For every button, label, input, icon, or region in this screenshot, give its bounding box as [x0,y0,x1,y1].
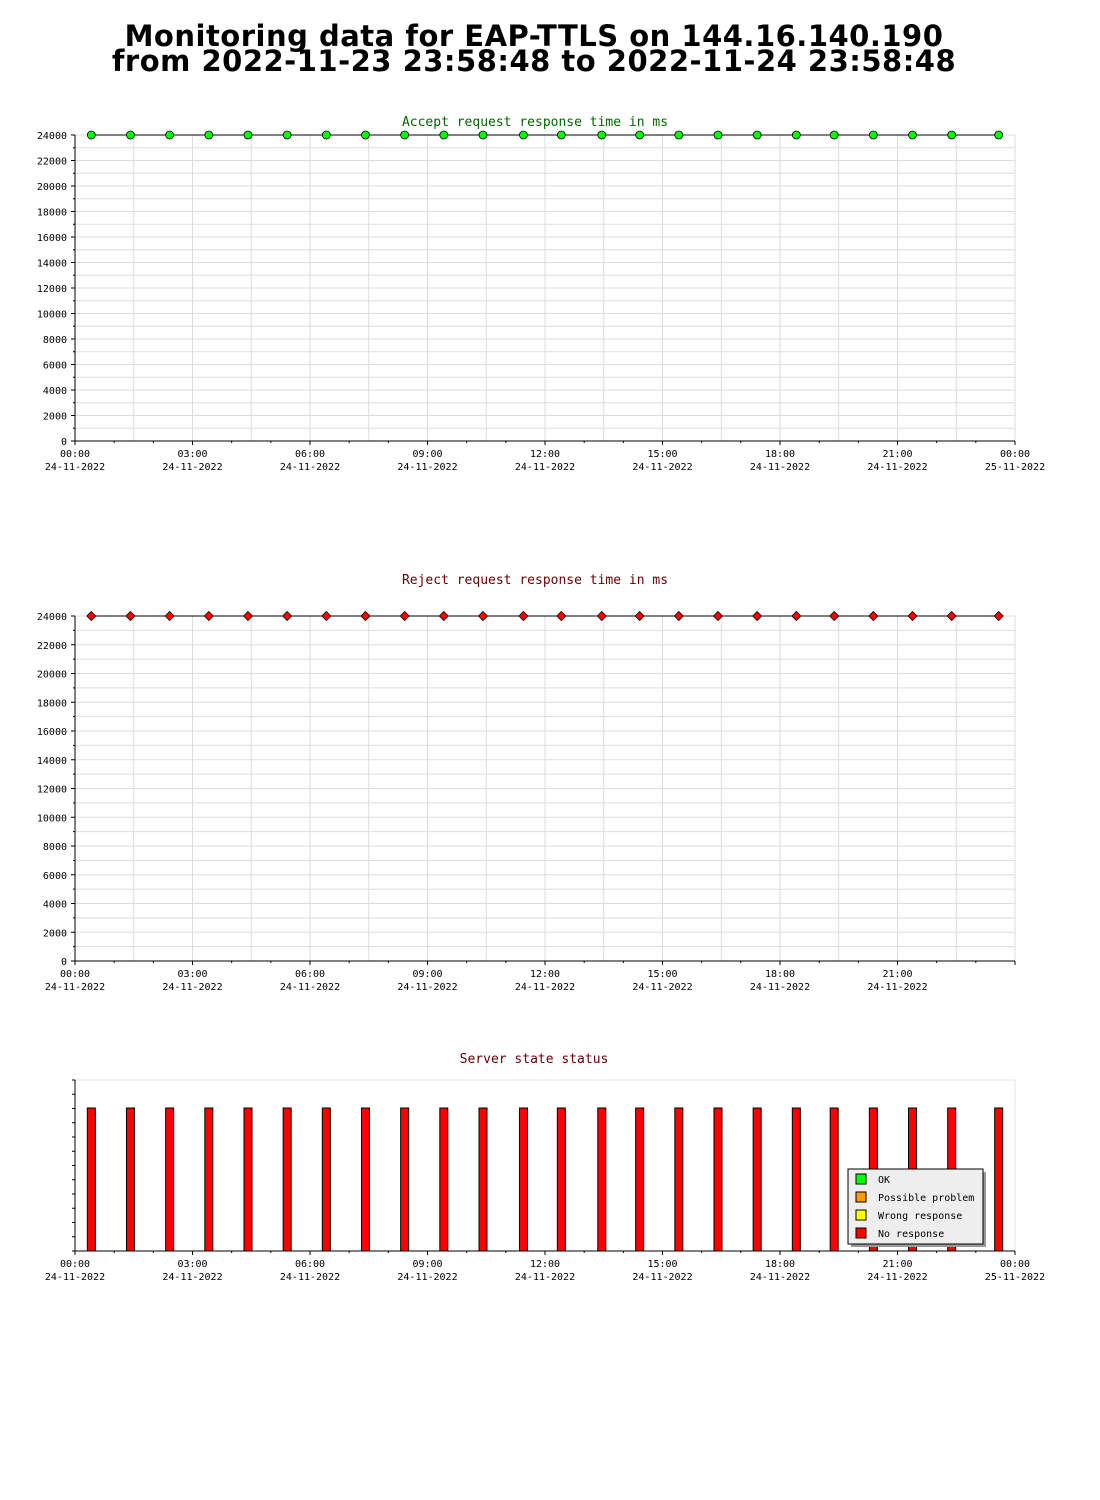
x-tick-label-time: 00:00 [59,969,91,980]
x-tick-label-time: 18:00 [764,1259,796,1270]
x-tick-label-date: 24-11-2022 [279,982,341,993]
x-tick-label-time: 06:00 [294,969,326,980]
status-bar [87,1108,95,1251]
status-bar [519,1108,527,1251]
y-tick-label: 24000 [36,131,67,142]
status-bar [205,1108,213,1251]
legend-label: Possible problem [878,1193,975,1204]
x-tick-label-time: 06:00 [294,1259,326,1270]
y-tick-label: 18000 [36,698,67,710]
x-tick-label-date: 24-11-2022 [397,1272,458,1283]
y-tick-label: 4000 [42,386,67,397]
x-tick-label-time: 09:00 [412,449,443,460]
status-bar [401,1108,409,1251]
y-tick-label: 24000 [36,612,67,623]
chart-title: Reject request response time in ms [401,573,669,588]
x-tick-label-time: 18:00 [764,969,796,980]
status-bar [126,1108,134,1251]
legend-swatch [856,1192,866,1202]
x-tick-label-date: 24-11-2022 [162,982,223,993]
legend-swatch [856,1228,866,1238]
x-tick-label-date: 25-11-2022 [984,462,1046,473]
x-tick-label-date: 24-11-2022 [162,462,223,473]
status-bar [244,1108,252,1251]
status-bar [322,1108,330,1251]
x-tick-label-date: 24-11-2022 [632,462,693,473]
x-tick-label-time: 03:00 [177,1259,208,1270]
x-tick-label-date: 24-11-2022 [44,982,106,993]
x-tick-label-date: 24-11-2022 [397,462,458,473]
x-tick-label-time: 00:00 [59,1259,91,1270]
y-tick-label: 12000 [36,284,67,295]
x-tick-label-date: 24-11-2022 [749,1272,811,1283]
x-tick-label-time: 21:00 [882,1259,913,1270]
x-tick-label-date: 24-11-2022 [44,1272,106,1283]
legend-swatch [856,1174,866,1184]
x-tick-label-date: 24-11-2022 [514,462,576,473]
status-bar [792,1108,800,1251]
x-tick-label-time: 09:00 [412,969,443,980]
x-tick-label-date: 24-11-2022 [632,982,693,993]
y-tick-label: 20000 [36,669,67,681]
status-bar [440,1108,448,1251]
y-tick-label: 16000 [36,727,67,738]
x-tick-label-date: 24-11-2022 [867,1272,928,1283]
page-title-line-1: Monitoring data for EAP-TTLS on 144.16.140.190 [124,19,944,53]
x-tick-label-date: 24-11-2022 [44,462,106,473]
status-bar [361,1108,369,1251]
x-tick-label-time: 12:00 [529,969,561,980]
status-bar [283,1108,291,1251]
status-bar [675,1108,683,1251]
status-bar [830,1108,838,1251]
x-tick-label-date: 25-11-2022 [984,1272,1046,1283]
chart-title: Accept request response time in ms [401,115,669,130]
y-tick-label: 10000 [36,309,67,321]
y-tick-label: 2000 [42,411,67,423]
x-tick-label-time: 06:00 [294,449,326,460]
y-tick-label: 20000 [36,182,67,193]
x-tick-label-date: 24-11-2022 [632,1272,693,1283]
status-bar [636,1108,644,1251]
x-tick-label-date: 24-11-2022 [514,1272,576,1283]
y-tick-label: 14000 [36,755,67,767]
x-tick-label-time: 09:00 [412,1259,443,1270]
y-tick-label: 0 [60,437,67,448]
y-tick-label: 0 [60,957,67,968]
legend-label: Wrong response [878,1211,963,1222]
status-bar [557,1108,565,1251]
y-tick-label: 22000 [36,156,67,168]
x-tick-label-time: 12:00 [529,449,561,460]
legend-label: OK [878,1175,891,1186]
status-bar [995,1108,1003,1251]
y-tick-label: 8000 [42,842,67,853]
x-tick-label-time: 15:00 [647,1259,678,1270]
x-tick-label-date: 24-11-2022 [749,982,811,993]
status-bar [166,1108,174,1251]
x-tick-label-time: 15:00 [647,449,678,460]
x-tick-label-time: 12:00 [529,1259,561,1270]
x-tick-label-time: 00:00 [999,1259,1031,1270]
y-tick-label: 6000 [42,870,67,882]
y-tick-label: 12000 [36,784,67,796]
y-tick-label: 18000 [36,207,67,219]
x-tick-label-date: 24-11-2022 [162,1272,223,1283]
x-tick-label-time: 03:00 [177,969,208,980]
status-bar [753,1108,761,1251]
x-tick-label-date: 24-11-2022 [749,462,811,473]
x-tick-label-time: 21:00 [882,969,913,980]
x-tick-label-date: 24-11-2022 [514,982,576,993]
x-tick-label-date: 24-11-2022 [279,462,341,473]
status-bar [479,1108,487,1251]
y-tick-label: 4000 [42,899,67,911]
x-tick-label-date: 24-11-2022 [279,1272,341,1283]
status-bar [598,1108,606,1251]
x-tick-label-date: 24-11-2022 [867,462,928,473]
y-tick-label: 14000 [36,258,67,270]
x-tick-label-time: 21:00 [882,449,913,460]
x-tick-label-time: 15:00 [647,969,678,980]
x-tick-label-time: 00:00 [59,449,91,460]
x-tick-label-time: 18:00 [764,449,796,460]
y-tick-label: 10000 [36,813,67,825]
x-tick-label-date: 24-11-2022 [867,982,928,993]
x-tick-label-date: 24-11-2022 [397,982,458,993]
page-title-line-2: from 2022-11-23 23:58:48 to 2022-11-24 23:58:48 [111,44,957,78]
x-tick-label-time: 03:00 [177,449,208,460]
x-tick-label-time: 00:00 [999,449,1031,460]
status-bar [714,1108,722,1251]
legend-swatch [856,1210,866,1220]
y-tick-label: 2000 [42,928,67,940]
y-tick-label: 6000 [42,360,67,372]
y-tick-label: 16000 [36,233,67,244]
y-tick-label: 22000 [36,640,67,652]
legend-label: No response [878,1229,945,1240]
chart-title: Server state status [459,1052,609,1067]
y-tick-label: 8000 [42,335,67,346]
